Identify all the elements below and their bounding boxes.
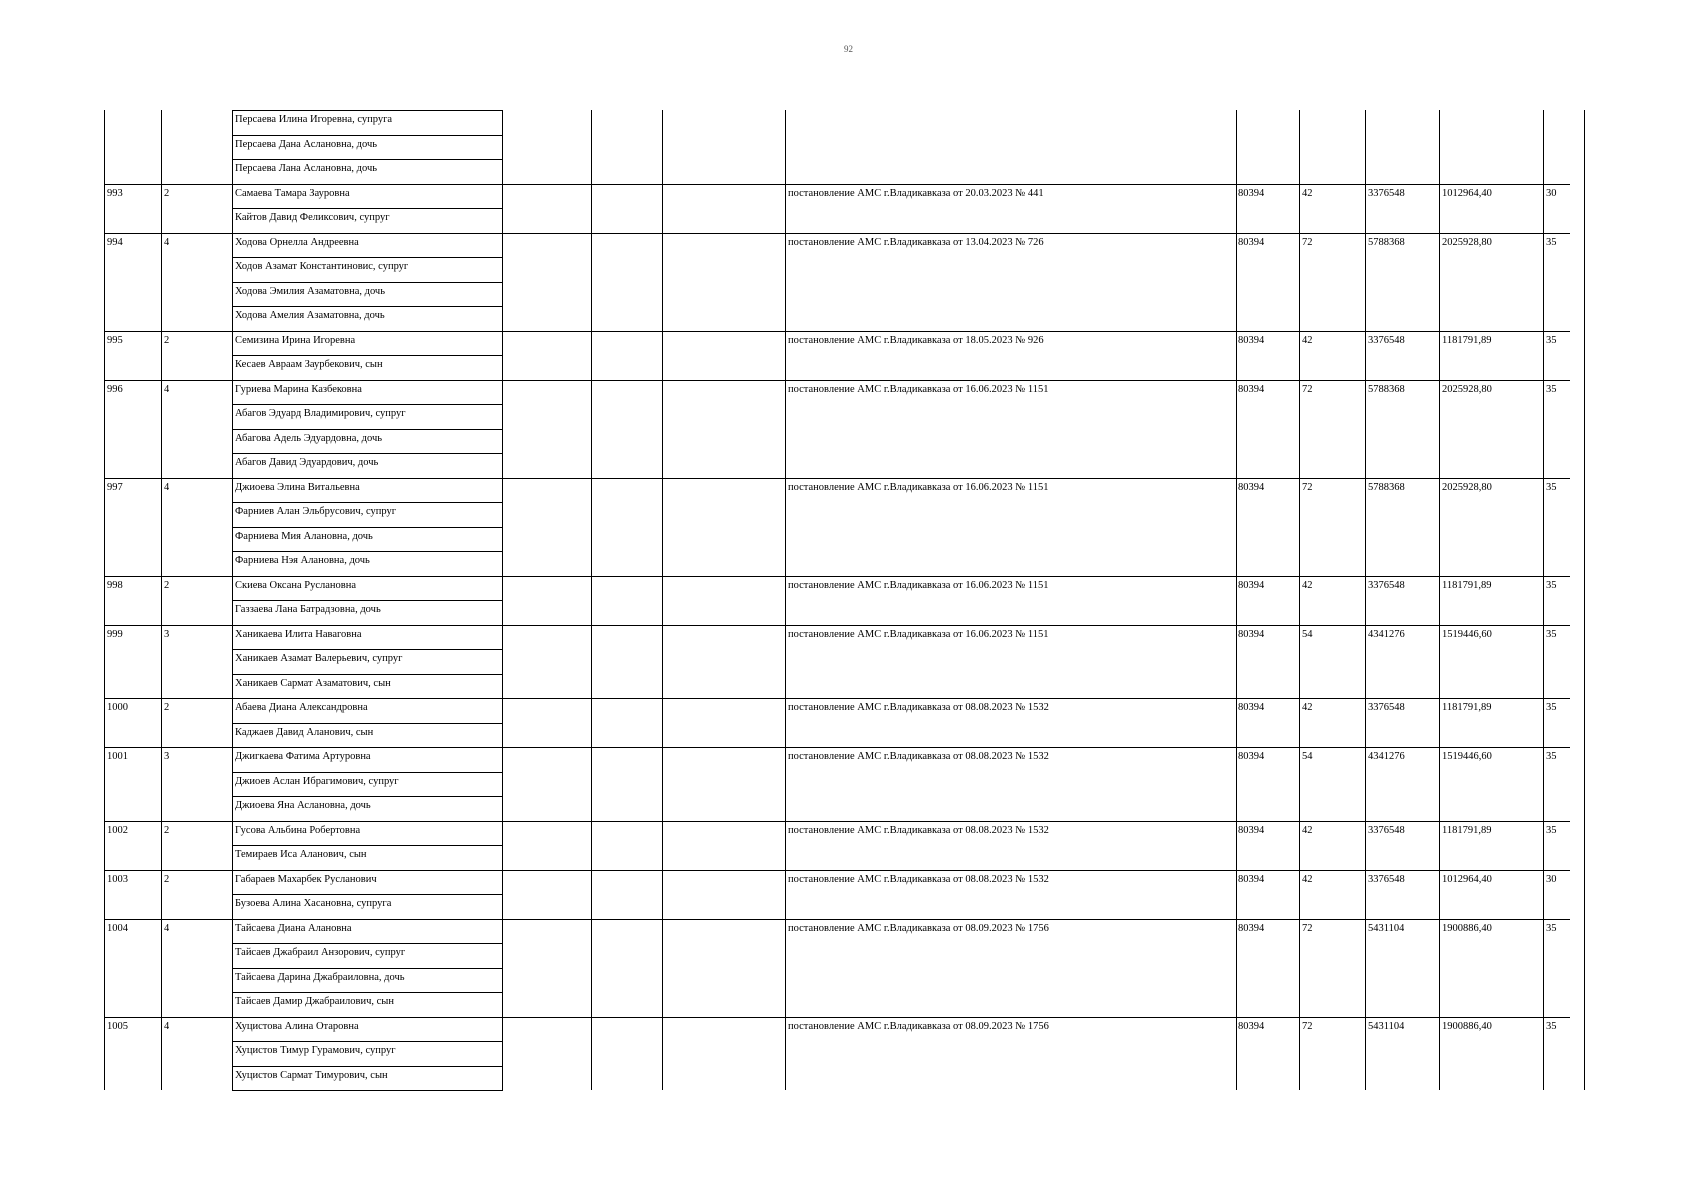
cell-no: 1005 [107, 1020, 128, 1032]
cell-subsidy: 2025928,80 [1442, 236, 1492, 248]
cell-count: 2 [164, 579, 170, 591]
cell-doc: постановление АМС г.Владикавказа от 08.08.2023 № 1532 [788, 873, 1049, 885]
cell-count: 2 [164, 187, 170, 199]
column-divider [1236, 110, 1237, 1090]
cell-cost: 4341276 [1368, 628, 1405, 640]
member-name: Габараев Махарбек Русланович [235, 873, 377, 885]
column-divider [104, 110, 105, 1090]
cell-subsidy: 1181791,89 [1442, 579, 1492, 591]
column-divider [591, 110, 592, 1090]
member-name: Кайтов Давид Феликсович, супруг [235, 212, 390, 223]
cell-area: 42 [1302, 824, 1313, 836]
member-name: Персаева Илина Игоревна, супруга [235, 114, 393, 125]
member-name: Джиоева Яна Аслановна, дочь [235, 800, 371, 811]
cell-code: 80394 [1238, 1020, 1265, 1032]
cell-area: 72 [1302, 1020, 1313, 1032]
member-name: Абагова Адель Эдуардовна, дочь [235, 432, 383, 444]
cell-doc: постановление АМС г.Владикавказа от 18.05.2023 № 926 [788, 334, 1044, 346]
cell-subsidy: 1900886,40 [1442, 1020, 1492, 1032]
cell-pct: 30 [1546, 873, 1557, 885]
cell-area: 72 [1302, 922, 1313, 934]
cell-doc: постановление АМС г.Владикавказа от 16.06.2023 № 1151 [788, 481, 1049, 493]
cell-cost: 3376548 [1368, 824, 1405, 836]
member-name: Абагов Давид Эдуардович, дочь [235, 457, 379, 468]
cell-subsidy: 1900886,40 [1442, 922, 1492, 934]
cell-subsidy: 1012964,40 [1442, 187, 1492, 199]
cell-count: 3 [164, 751, 170, 762]
cell-cost: 5788368 [1368, 236, 1405, 248]
column-divider [662, 110, 663, 1090]
cell-pct: 35 [1546, 236, 1557, 248]
cell-doc: постановление АМС г.Владикавказа от 20.03.2023 № 441 [788, 187, 1044, 199]
column-divider [1584, 110, 1585, 1090]
cell-area: 42 [1302, 579, 1313, 591]
cell-pct: 35 [1546, 702, 1557, 713]
cell-doc: постановление АМС г.Владикавказа от 08.08.2023 № 1532 [788, 824, 1049, 836]
cell-area: 54 [1302, 628, 1313, 640]
cell-no: 1003 [107, 873, 128, 885]
cell-pct: 30 [1546, 187, 1557, 199]
member-name: Ходова Эмилия Азаматовна, дочь [235, 285, 386, 297]
member-name: Тайсаева Дарина Джабраиловна, дочь [235, 971, 405, 983]
cell-code: 80394 [1238, 922, 1265, 934]
member-name: Джигкаева Фатима Артуровна [235, 751, 371, 762]
member-name: Хуцистова Алина Отаровна [235, 1020, 359, 1032]
cell-subsidy: 1181791,89 [1442, 334, 1492, 346]
column-divider [1299, 110, 1300, 1090]
cell-subsidy: 1181791,89 [1442, 702, 1492, 713]
member-name: Газзаева Лана Батрадзовна, дочь [235, 604, 381, 615]
member-name: Самаева Тамара Зауровна [235, 187, 350, 199]
cell-doc: постановление АМС г.Владикавказа от 16.06.2023 № 1151 [788, 579, 1049, 591]
cell-cost: 3376548 [1368, 702, 1405, 713]
cell-count: 4 [164, 383, 170, 395]
cell-subsidy: 1012964,40 [1442, 873, 1492, 885]
cell-doc: постановление АМС г.Владикавказа от 08.08.2023 № 1532 [788, 751, 1049, 762]
cell-count: 4 [164, 236, 170, 248]
cell-code: 80394 [1238, 187, 1265, 199]
cell-no: 997 [107, 481, 123, 493]
member-name: Джиоева Элина Витальевна [235, 481, 360, 493]
cell-no: 993 [107, 187, 123, 199]
cell-cost: 5788368 [1368, 383, 1405, 395]
cell-subsidy: 1519446,60 [1442, 751, 1492, 762]
cell-count: 2 [164, 334, 170, 346]
cell-cost: 5431104 [1368, 922, 1405, 934]
member-name: Гуриева Марина Казбековна [235, 383, 362, 395]
page-number: 92 [844, 44, 853, 54]
cell-pct: 35 [1546, 481, 1557, 493]
column-divider [1439, 110, 1440, 1090]
member-name: Ханикаев Сармат Азаматович, сын [235, 677, 391, 689]
cell-cost: 3376548 [1368, 334, 1405, 346]
cell-doc: постановление АМС г.Владикавказа от 08.09.2023 № 1756 [788, 922, 1049, 934]
cell-area: 72 [1302, 481, 1313, 493]
cell-cost: 3376548 [1368, 873, 1405, 885]
cell-no: 995 [107, 334, 123, 346]
member-name: Гусова Альбина Робертовна [235, 824, 361, 836]
cell-pct: 35 [1546, 751, 1557, 762]
column-divider [785, 110, 786, 1090]
member-name: Скиева Оксана Руслановна [235, 579, 357, 591]
cell-doc: постановление АМС г.Владикавказа от 16.06.2023 № 1151 [788, 628, 1049, 640]
cell-cost: 3376548 [1368, 187, 1405, 199]
cell-no: 1002 [107, 824, 128, 836]
housing-registry-table [104, 110, 1570, 1090]
cell-cost: 5431104 [1368, 1020, 1405, 1032]
member-name: Ходова Амелия Азаматовна, дочь [235, 310, 385, 321]
cell-no: 994 [107, 236, 123, 248]
cell-code: 80394 [1238, 628, 1265, 640]
cell-area: 54 [1302, 751, 1313, 762]
member-name: Хуцистов Тимур Гурамович, супруг [235, 1045, 396, 1056]
cell-count: 4 [164, 1020, 170, 1032]
cell-count: 4 [164, 481, 170, 493]
cell-code: 80394 [1238, 702, 1265, 713]
cell-code: 80394 [1238, 824, 1265, 836]
column-divider [1543, 110, 1544, 1090]
cell-no: 1000 [107, 702, 128, 713]
cell-doc: постановление АМС г.Владикавказа от 08.08.2023 № 1532 [788, 702, 1049, 713]
member-name: Ханикаева Илита Наваговна [235, 628, 362, 640]
member-name: Темираев Иса Аланович, сын [235, 849, 367, 860]
cell-code: 80394 [1238, 751, 1265, 762]
member-name: Тайсаева Диана Алановна [235, 922, 352, 934]
cell-subsidy: 2025928,80 [1442, 481, 1492, 493]
cell-no: 999 [107, 628, 123, 640]
member-name: Персаева Лана Аслановна, дочь [235, 163, 378, 174]
cell-no: 998 [107, 579, 123, 591]
cell-doc: постановление АМС г.Владикавказа от 08.09.2023 № 1756 [788, 1020, 1049, 1032]
cell-code: 80394 [1238, 383, 1265, 395]
cell-area: 42 [1302, 873, 1313, 885]
cell-area: 72 [1302, 236, 1313, 248]
cell-code: 80394 [1238, 579, 1265, 591]
cell-subsidy: 1519446,60 [1442, 628, 1492, 640]
member-name: Каджаев Давид Аланович, сын [235, 726, 374, 738]
cell-count: 2 [164, 702, 170, 713]
cell-subsidy: 2025928,80 [1442, 383, 1492, 395]
cell-no: 1001 [107, 751, 128, 762]
cell-pct: 35 [1546, 1020, 1557, 1032]
cell-pct: 35 [1546, 922, 1557, 934]
cell-subsidy: 1181791,89 [1442, 824, 1492, 836]
cell-code: 80394 [1238, 481, 1265, 493]
member-name: Ходов Азамат Константиновис, супруг [235, 261, 409, 272]
cell-pct: 35 [1546, 824, 1557, 836]
cell-area: 72 [1302, 383, 1313, 395]
cell-doc: постановление АМС г.Владикавказа от 16.06.2023 № 1151 [788, 383, 1049, 395]
cell-count: 4 [164, 922, 170, 934]
member-name: Ходова Орнелла Андреевна [235, 236, 359, 248]
cell-pct: 35 [1546, 579, 1557, 591]
cell-no: 1004 [107, 922, 128, 934]
column-divider [161, 110, 162, 1090]
cell-area: 42 [1302, 334, 1313, 346]
member-name: Фарниева Мия Алановна, дочь [235, 530, 373, 542]
cell-pct: 35 [1546, 383, 1557, 395]
cell-no: 996 [107, 383, 123, 395]
cell-cost: 5788368 [1368, 481, 1405, 493]
cell-pct: 35 [1546, 628, 1557, 640]
member-name: Кесаев Авраам Заурбекович, сын [235, 359, 383, 370]
cell-code: 80394 [1238, 236, 1265, 248]
cell-count: 2 [164, 824, 170, 836]
member-name: Абагов Эдуард Владимирович, супруг [235, 408, 406, 419]
cell-count: 3 [164, 628, 170, 640]
cell-area: 42 [1302, 187, 1313, 199]
member-name: Абаева Диана Александровна [235, 702, 368, 713]
cell-code: 80394 [1238, 873, 1265, 885]
cell-area: 42 [1302, 702, 1313, 713]
member-name: Персаева Дана Аслановна, дочь [235, 138, 378, 150]
member-name: Ханикаев Азамат Валерьевич, супруг [235, 653, 403, 664]
cell-count: 2 [164, 873, 170, 885]
cell-doc: постановление АМС г.Владикавказа от 13.04.2023 № 726 [788, 236, 1044, 248]
member-name: Тайсаев Джабраил Анзорович, супруг [235, 947, 406, 958]
member-name: Фарниев Алан Эльбрусович, супруг [235, 506, 397, 517]
member-name: Джиоев Аслан Ибрагимович, супруг [235, 775, 399, 787]
member-name: Фарниева Нэя Алановна, дочь [235, 555, 370, 566]
column-divider [1365, 110, 1366, 1090]
cell-cost: 4341276 [1368, 751, 1405, 762]
member-name: Семизина Ирина Игоревна [235, 334, 356, 346]
member-name: Бузоева Алина Хасановна, супруга [235, 898, 392, 909]
cell-cost: 3376548 [1368, 579, 1405, 591]
member-name: Хуцистов Сармат Тимурович, сын [235, 1069, 388, 1081]
cell-pct: 35 [1546, 334, 1557, 346]
member-name: Тайсаев Дамир Джабраилович, сын [235, 996, 394, 1007]
cell-code: 80394 [1238, 334, 1265, 346]
